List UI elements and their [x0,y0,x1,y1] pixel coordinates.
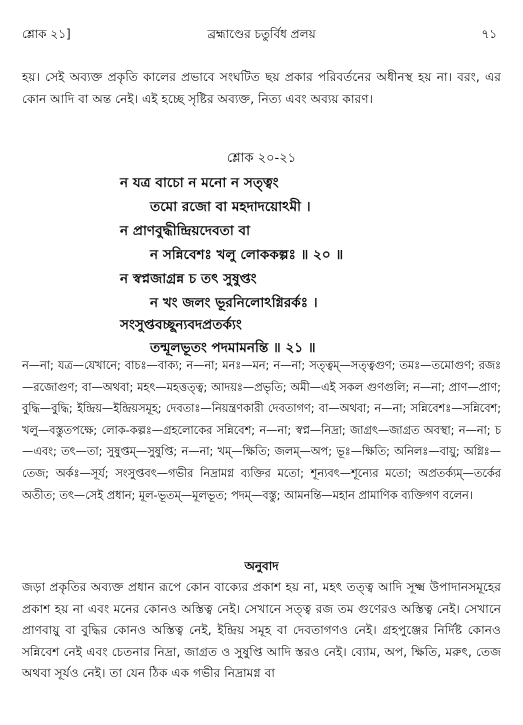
translation-heading: অনুবাদ [244,559,279,573]
intro-paragraph: হয়। সেই অব্যক্ত প্রকৃতি কালের প্রভাবে সংঘটিত ছয় প্রকার পরিবর্তনের অধীনস্থ হয় না। বরং, এর কোন আদি বা অন্ত নেই। এই হচ্ছে সৃষ্টির অব্যক্ত, নিত্য এবং অব্যয় কারণ। [22,70,501,106]
page-number: ৭১ [481,27,497,41]
header-verse-ref: শ্লোক ২১] [22,27,71,41]
verse-line-2: তমো রজো বা মহদাদয়োঽমী । [150,199,311,215]
verse-line-8: তন্মূলভূতং পদমামনন্তি ॥ ২১ ॥ [150,340,316,356]
verse-line-6: ন খং জলং ভূরনিলোঽগ্নিরর্কঃ । [150,295,318,311]
synonyms-paragraph: ন—না; যত্র—যেখানে; বাচঃ—বাক্য; ন—না; মনঃ—মন; ন—না; সত্ত্বম্—সত্ত্বগুণ; তমঃ—তমোগুণ; রজঃ—রজোগুণ; বা—অথবা; মহৎ—মহত্তত্ত্ব; আদয়ঃ—প্রভৃতি; অমী—এই সকল গুণগুলি; ন—না; প্রাণ—প্রাণ; বুদ্ধি—বুদ্ধি; ইন্দ্রিয়—ইন্দ্রিয়সমূহ; দেবতাঃ—নিয়ন্ত্রণকারী দেবতাগণ; বা—অথবা; ন—না; সন্নিবেশঃ—সন্নিবেশ; খলু—বস্তুতপক্ষে; লোক-কল্পঃ—গ্রহলোকের সন্নিবেশ; ন—না; স্বপ্ন—নিদ্রা; জাগ্রৎ—জাগ্রত অবস্থা; ন—না; চ—এবং; তৎ—তা; সুষুপ্তম্—সুষুপ্তি; ন—না; খম্—ক্ষিতি; জলম্—অপ; ভূঃ—ক্ষিতি; অনিলঃ—বায়ু; অগ্নিঃ—তেজ; অর্কঃ—সূর্য; সংসুপ্তবৎ—গভীর নিদ্রামগ্ন ব্যক্তির মতো; শূন্যবৎ—শূন্যের মতো; অপ্রতর্ক্যম্—তর্কের অতীত; তৎ—সেই প্রধান; মূল-ভূতম্—মূলভূত; পদম্—বস্তু; আমনন্তি—মহান প্রামাণিক ব্যক্তিগণ বলেন। [22,359,501,502]
verse-heading: শ্লোক ২০-২১ [226,151,297,166]
verse-line-7: সংসুপ্তবচ্ছূন্যবদপ্রতর্ক্যং [120,317,242,333]
header-chapter-title: ব্রহ্মাণ্ডের চতুর্বিধ প্রলয় [207,27,316,41]
translation-paragraph: জড়া প্রকৃতির অব্যক্ত প্রধান রূপে কোন বাক্যের প্রকাশ হয় না, মহৎ তত্ত্ব আদি সূক্ষ্ম উপাদানসমূহের প্রকাশ হয় না এবং মনের কোনও অস্তিত্ব নেই। সেখানে সত্ত্ব রজ তম গুণেরও অস্তিত্ব নেই। সেখানে প্রাণবায়ু বা বুদ্ধির কোনও অস্তিত্ব নেই, ইন্দ্রিয় সমূহ বা দেবতাগণও নেই। গ্রহপুঞ্জের নির্দিষ্ট কোনও সন্নিবেশ নেই এবং চেতনার নিদ্রা, জাগ্রত ও সুষুপ্তি আদি স্তরও নেই। ব্যোম, অপ, ক্ষিতি, মরুৎ, তেজ অথবা সূর্যও নেই। তা যেন ঠিক এক গভীর নিদ্রামগ্ন বা [22,580,501,681]
verse-line-5: ন স্বপ্নজাগ্রন্ন চ তৎ সুষুপ্তং [120,271,257,287]
verse-line-4: ন সন্নিবেশঃ খলু লোককল্পঃ ॥ ২০ ॥ [150,247,344,263]
verse-line-3: ন প্রাণবুদ্ধীন্দ্রিয়দেবতা বা [120,223,251,239]
verse-line-1: ন যত্র বাচো ন মনো ন সত্ত্বং [120,175,279,191]
page-header [22,22,501,46]
